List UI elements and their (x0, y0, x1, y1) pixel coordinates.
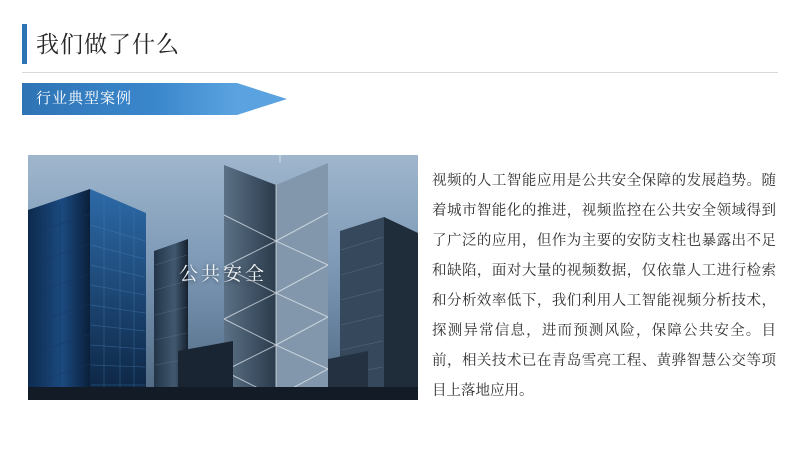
case-photo (28, 155, 418, 400)
photo-caption: 公共安全 (178, 264, 267, 285)
section-ribbon (22, 83, 262, 115)
title-divider (22, 72, 778, 73)
ribbon-arrow-icon (237, 83, 287, 115)
page-title: 我们做了什么 (36, 31, 180, 57)
title-accent-bar (22, 24, 27, 64)
body-paragraph: 视频的人工智能应用是公共安全保障的发展趋势。随着城市智能化的推进，视频监控在公共安全领域得到了广泛的应用，但作为主要的安防支柱也暴露出不足和缺陷，面对大量的视频数据，仅依靠人工进行检索和分析效率低下，我们利用人工智能视频分析技术，探测异常信息，进而预测风险，保障公共安全。目前，相关技术已在青岛雪亮工程、黄骅智慧公交等项目上落地应用。 (432, 173, 776, 399)
section-subheading: 行业典型案例 (36, 90, 133, 107)
